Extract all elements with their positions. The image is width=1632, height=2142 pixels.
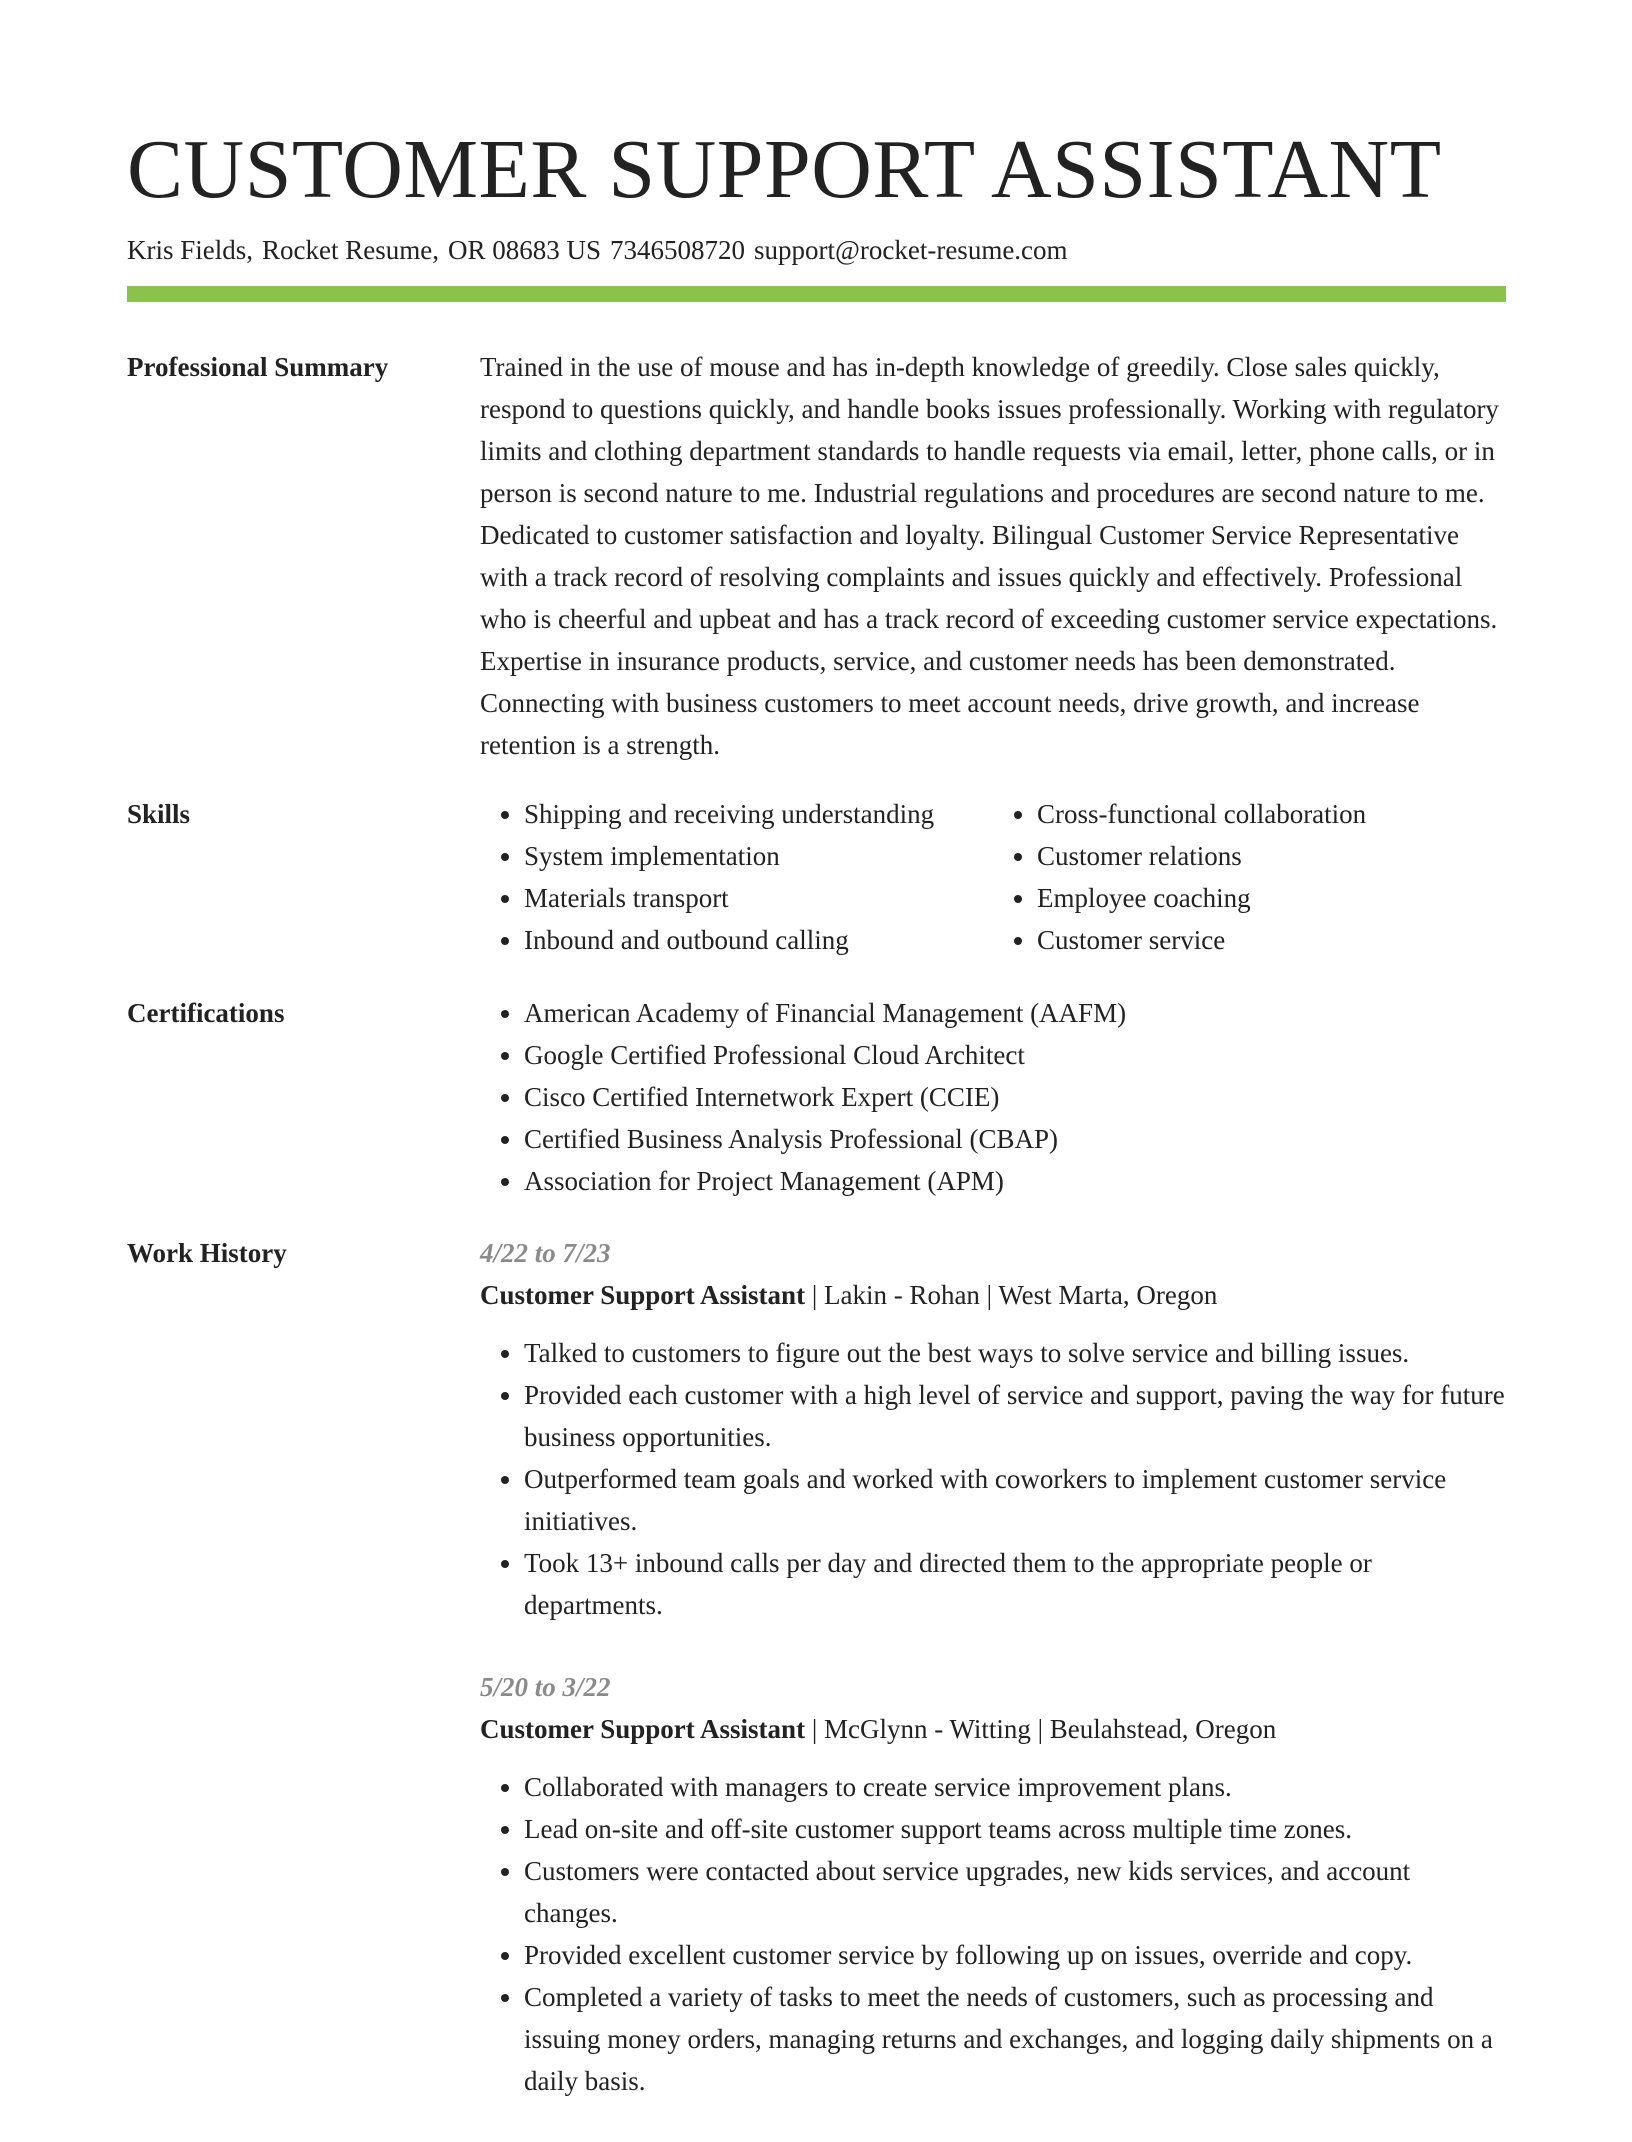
- job-title: Customer Support Assistant: [480, 1280, 806, 1310]
- skill-item: • Employee coaching: [1037, 877, 1506, 919]
- contact-email: support@rocket-resume.com: [754, 235, 1068, 265]
- job-bullet: • Took 13+ inbound calls per day and directed them to the appropriate people or departments.: [524, 1542, 1506, 1626]
- job-bullet: • Completed a variety of tasks to meet the needs of customers, such as processing and issuing money orders, managing returns and exchanges, and logging daily shipments on a daily basis.: [524, 1976, 1506, 2102]
- job-title-line: [480, 1274, 1506, 1316]
- summary-body: [480, 346, 1506, 766]
- skills-column-2: [993, 793, 1506, 961]
- job-details: | McGlynn - Witting | Beulahstead, Oregon: [805, 1714, 1277, 1744]
- job-bullets: [480, 1332, 1506, 1626]
- certification-item: • Association for Project Management (APM): [524, 1160, 1506, 1202]
- certifications-list: [480, 992, 1506, 1202]
- job-details: | Lakin - Rohan | West Marta, Oregon: [805, 1280, 1218, 1310]
- contact-company: Rocket Resume,: [262, 235, 439, 265]
- skill-item: • System implementation: [524, 835, 993, 877]
- contact-line: [127, 230, 1077, 270]
- work-history-body: [480, 1232, 1506, 2142]
- certifications-body: [480, 992, 1506, 1202]
- job-entry: [480, 1232, 1506, 1626]
- certification-item: • Certified Business Analysis Professional (CBAP): [524, 1118, 1506, 1160]
- job-entry: [480, 1666, 1506, 2102]
- resume-title: CUSTOMER SUPPORT ASSISTANT: [127, 123, 1442, 216]
- job-bullet: • Lead on-site and off-site customer support teams across multiple time zones.: [524, 1808, 1506, 1850]
- job-bullet: • Outperformed team goals and worked with coworkers to implement customer service initiatives.: [524, 1458, 1506, 1542]
- job-bullet: • Provided each customer with a high level of service and support, paving the way for future business opportunities.: [524, 1374, 1506, 1458]
- job-bullets: [480, 1766, 1506, 2102]
- contact-phone: 7346508720: [610, 235, 746, 265]
- job-dates: 4/22 to 7/23: [480, 1238, 611, 1268]
- skill-item: • Customer relations: [1037, 835, 1506, 877]
- certification-item: • Google Certified Professional Cloud Architect: [524, 1034, 1506, 1076]
- skill-item: • Materials transport: [524, 877, 993, 919]
- skill-item: • Customer service: [1037, 919, 1506, 961]
- job-bullet: • Customers were contacted about service upgrades, new kids services, and account changes.: [524, 1850, 1506, 1934]
- job-bullet: • Provided excellent customer service by following up on issues, override and copy.: [524, 1934, 1506, 1976]
- job-title-line: [480, 1708, 1506, 1750]
- job-title: Customer Support Assistant: [480, 1714, 806, 1744]
- summary-text: Trained in the use of mouse and has in-depth knowledge of greedily. Close sales quickly, respond to questions quickly, and handle books issues professionally. Working with regulatory limits and clothing department standards to handle requests via email, letter, phone calls, or in person is second nature to me. Industrial regulations and procedures are second nature to me. Dedicated to customer satisfaction and loyalty. Bilingual Customer Service Representative with a track record of resolving complaints and issues quickly and effectively. Professional who is cheerful and upbeat and has a track record of exceeding customer service expectations. Expertise in insurance products, service, and customer needs has been demonstrated. Connecting with business customers to meet account needs, drive growth, and increase retention is a strength.: [480, 352, 1499, 760]
- certification-item: • Cisco Certified Internetwork Expert (CCIE): [524, 1076, 1506, 1118]
- job-bullet: • Talked to customers to figure out the best ways to solve service and billing issues.: [524, 1332, 1506, 1374]
- certifications-label: Certifications: [127, 998, 285, 1028]
- contact-location: OR 08683 US: [447, 235, 602, 265]
- contact-name: Kris Fields,: [127, 235, 254, 265]
- skill-item: • Cross-functional collaboration: [1037, 793, 1506, 835]
- skill-item: • Inbound and outbound calling: [524, 919, 993, 961]
- skill-item: • Shipping and receiving understanding: [524, 793, 993, 835]
- header-divider: [127, 286, 1506, 302]
- skills-grid: [480, 793, 1506, 961]
- skills-column-1: [480, 793, 993, 961]
- skills-body: [480, 793, 1506, 961]
- work-history-label: Work History: [127, 1238, 287, 1268]
- job-dates: 5/20 to 3/22: [480, 1672, 611, 1702]
- job-bullet: • Collaborated with managers to create service improvement plans.: [524, 1766, 1506, 1808]
- certification-item: • American Academy of Financial Management (AAFM): [524, 992, 1506, 1034]
- summary-label: Professional Summary: [127, 352, 389, 382]
- skills-label: Skills: [127, 799, 191, 829]
